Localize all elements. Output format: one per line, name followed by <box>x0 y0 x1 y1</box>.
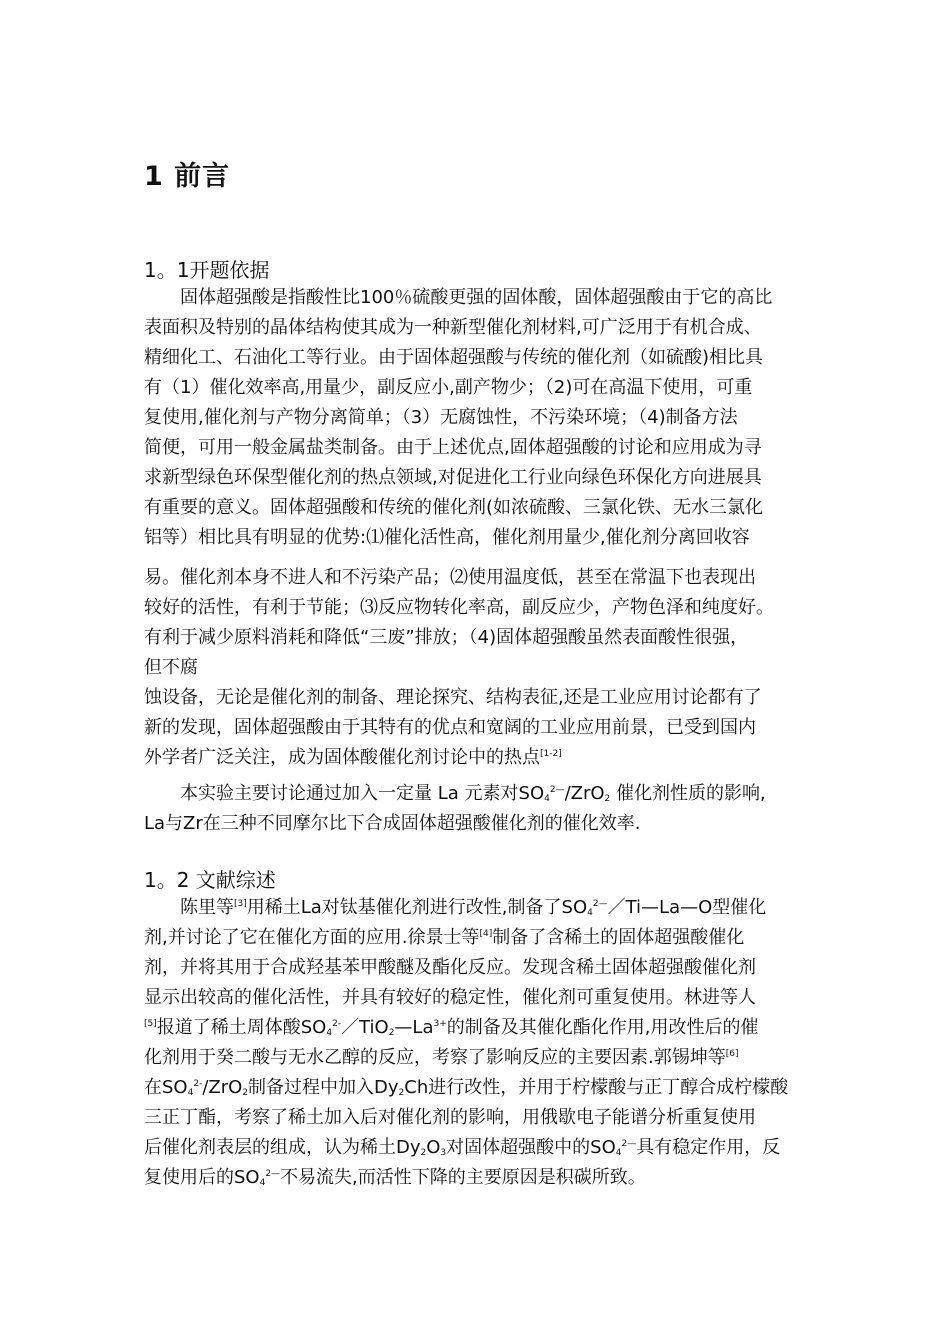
subscript: 2 <box>604 794 611 804</box>
paragraph-line <box>144 1046 738 1070</box>
line-text: O <box>426 1137 441 1158</box>
paragraph-line: 三正丁酯，考察了稀土加入后对催化剂的影响，用俄歇电子能谱分析重复使用 <box>144 1107 756 1128</box>
paragraph-line <box>144 926 744 950</box>
section-1-1-title: 1。1开题依据 <box>144 258 270 282</box>
paragraph-line <box>144 1076 788 1100</box>
paragraph-line <box>180 782 766 806</box>
line-text: 催化剂性质的影响, <box>610 783 766 804</box>
chapter-heading: 1 前言 <box>144 161 231 192</box>
line-text: Ch进行改性，并用于柠檬酸与正丁醇合成柠檬酸 <box>404 1077 789 1098</box>
subscript: 2 <box>388 1028 395 1038</box>
line-text: 具有稳定作用，反 <box>636 1137 781 1158</box>
paragraph-line: 易。催化剂本身不进人和不污染产品；⑵使用温度低，甚至在常温下也表现出 <box>144 567 756 588</box>
subscript: 4 <box>187 1088 194 1098</box>
subscript: 4 <box>587 908 593 918</box>
line-text: 制备过程中加入Dy <box>248 1077 399 1098</box>
paragraph-line: 求新型绿色环保型催化剂的热点领域,对促进化工行业向绿色环保化方向进展具 <box>144 467 762 488</box>
subscript: 2 <box>242 1088 249 1098</box>
line-text: 在SO <box>144 1077 188 1098</box>
line-text: 对固体超强酸中的SO <box>446 1137 616 1158</box>
line-text: 复使用后的SO <box>144 1167 260 1188</box>
paragraph-line: 固体超强酸是指酸性比100％硫酸更强的固体酸，固体超强酸由于它的高比 <box>180 287 773 308</box>
section-1-2-title: 1。2 文献综述 <box>144 868 276 892</box>
line-text: —La <box>394 1017 434 1038</box>
paragraph-line <box>180 896 766 920</box>
citation: [1-2] <box>540 749 562 759</box>
line-text: ／TiO <box>341 1017 389 1038</box>
subscript: 2 <box>398 1088 405 1098</box>
paragraph-line: 有重要的意义。固体超强酸和传统的催化剂(如浓硫酸、三氯化铁、无水三氯化 <box>144 497 764 518</box>
line-text: 的制备及其催化酯化作用,用改性后的催 <box>446 1017 759 1038</box>
line-text: 后催化剂表层的组成，认为稀土Dy <box>144 1137 421 1158</box>
subscript: 3 <box>440 1148 447 1158</box>
citation: [3] <box>234 899 247 909</box>
superscript: 2- <box>193 1079 203 1089</box>
line-text: 用稀土La对钛基催化剂进行改性,制备了SO <box>246 897 588 918</box>
line-text: 陈里等 <box>180 897 234 918</box>
superscript: 3+ <box>433 1019 447 1029</box>
superscript: 2— <box>592 899 608 909</box>
formula-text: /ZrO <box>564 783 605 804</box>
line-text: 外学者广泛关注，成为固体酸催化剂讨论中的热点 <box>144 747 540 768</box>
line-text: /ZrO <box>202 1077 243 1098</box>
line-text: ／Ti—La—O型催化 <box>607 897 767 918</box>
paragraph-line: 较好的活性，有利于节能；⑶反应物转化率高，副反应少，产物色泽和纯度好。 <box>144 597 774 618</box>
subscript: 4 <box>326 1028 333 1038</box>
paragraph-line: 但不腐 <box>144 657 198 678</box>
paragraph-line: 精细化工、石油化工等行业。由于固体超强酸与传统的催化剂（如硫酸)相比具 <box>144 347 764 368</box>
paragraph-line: 蚀设备，无论是催化剂的制备、理论探究、结构表征,还是工业应用讨论都有了 <box>144 687 762 708</box>
subscript: 4 <box>615 1148 622 1158</box>
paragraph-line: 显示出较高的催化活性，并具有较好的稳定性，催化剂可重复使用。林进等人 <box>144 987 756 1008</box>
paragraph-line: La与Zr在三种不同摩尔比下合成固体超强酸催化剂的催化效率. <box>144 813 641 834</box>
line-text: 制备了含稀土的固体超强酸催化 <box>492 927 745 948</box>
superscript: 2- <box>332 1019 342 1029</box>
subscript: 4 <box>259 1178 266 1188</box>
line-text: 不易流失,而活性下降的主要原因是积碳所致。 <box>280 1167 646 1188</box>
paragraph-line: 有利于减少原料消耗和降低“三废”排放；（4)固体超强酸虽然表面酸性很强， <box>144 627 749 648</box>
superscript: 2— <box>621 1139 637 1149</box>
line-text: 化剂用于癸二酸与无水乙醇的反应，考察了影响反应的主要因素.郭锡坤等 <box>144 1047 726 1068</box>
paragraph-line: 剂，并将其用于合成羟基苯甲酸醚及酯化反应。发现含稀土固体超强酸催化剂 <box>144 957 756 978</box>
citation: [5] <box>144 1019 157 1029</box>
line-text: 本实验主要讨论通过加入一定量 La 元素对 <box>180 783 519 804</box>
paragraph-line: 简便，可用一般金属盐类制备。由于上述优点,固体超强酸的讨论和应用成为寻 <box>144 437 762 458</box>
paragraph-line <box>144 1166 646 1190</box>
subscript: 2 <box>420 1148 427 1158</box>
superscript: 2— <box>265 1169 281 1179</box>
paragraph-line <box>144 746 562 770</box>
citation: [4] <box>479 929 493 939</box>
line-text: 报道了稀土周体酸SO <box>156 1017 327 1038</box>
paragraph-line <box>144 1016 759 1040</box>
paragraph-line <box>144 1136 780 1160</box>
subscript: 4 <box>544 794 550 804</box>
paragraph-line: 铝等）相比具有明显的优势:⑴催化活性高，催化剂用量少,催化剂分离回收容 <box>144 527 750 548</box>
paragraph-line: 新的发现，固体超强酸由于其特有的优点和宽阔的工业应用前景，已受到国内 <box>144 717 756 738</box>
line-text: 剂,并讨论了它在催化方面的应用.徐景士等 <box>144 927 480 948</box>
superscript: 2— <box>549 785 565 795</box>
formula-text: SO <box>518 783 545 804</box>
citation: [6] <box>725 1049 739 1059</box>
paragraph-line: 表面积及特别的晶体结构使其成为一种新型催化剂材料,可广泛用于有机合成、 <box>144 317 762 338</box>
paragraph-line: 复使用,催化剂与产物分离简单；（3）无腐蚀性，不污染环境；（4)制备方法 <box>144 407 738 428</box>
paragraph-line: 有（1）催化效率高,用量少，副反应小,副产物少；（2)可在高温下使用，可重 <box>144 377 753 398</box>
